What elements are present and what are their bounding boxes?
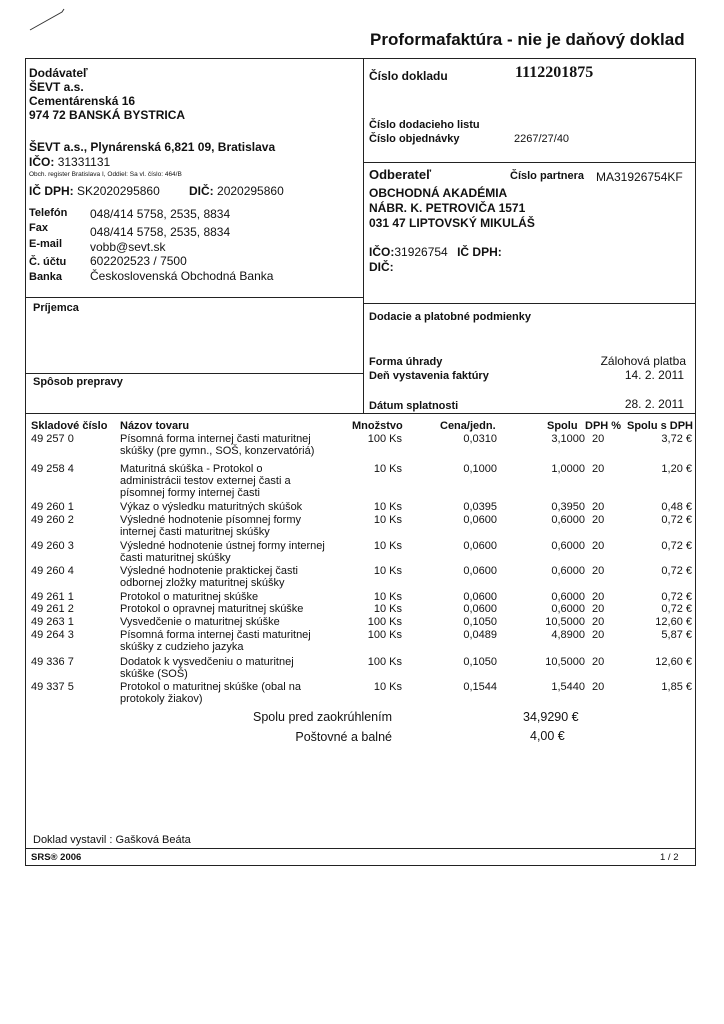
cell-unit: 0,1050 — [463, 656, 497, 668]
cell-gross: 3,72 € — [661, 433, 692, 445]
cell-gross: 1,85 € — [661, 681, 692, 693]
supplier-street: Cementárenská 16 — [29, 94, 136, 108]
cell-name: Písomná forma internej časti maturitnej skúšky z cudzieho jazyka — [120, 629, 311, 653]
supplier-fax: 048/414 5758, 2535, 8834 — [90, 225, 231, 239]
order-number: 2267/27/40 — [514, 133, 570, 145]
document-number: 1112201875 — [515, 64, 594, 81]
cell-name: Protokol o maturitnej skúške — [120, 591, 259, 603]
supplier-phone-label: Telefón — [29, 207, 68, 219]
cell-code: 49 260 3 — [31, 540, 74, 552]
cell-code: 49 261 1 — [31, 591, 74, 603]
customer-dic-label: DIČ: — [369, 260, 394, 274]
cell-total: 3,1000 — [551, 433, 585, 445]
payment-label: Forma úhrady — [369, 356, 443, 368]
cell-gross: 5,87 € — [661, 629, 692, 641]
cell-qty: 100 Ks — [367, 656, 402, 668]
rule-customer — [363, 162, 695, 163]
cell-unit: 0,0600 — [463, 514, 497, 526]
cell-name: Výsledné hodnotenie ústnej formy internej časti maturitnej skúšky — [120, 540, 325, 564]
cell-unit: 0,1544 — [463, 681, 497, 693]
cell-gross: 0,72 € — [661, 565, 692, 577]
supplier-branch: ŠEVT a.s., Plynárenská 6,821 09, Bratislava — [29, 140, 276, 154]
header-name: Názov tovaru — [120, 420, 190, 432]
cell-qty: 10 Ks — [373, 603, 402, 615]
cell-total: 0,6000 — [551, 565, 585, 577]
cell-name: Dodatok k vysvedčeniu o maturitnej skúške (SOŠ) — [120, 656, 294, 680]
due-date: 28. 2. 2011 — [624, 397, 684, 411]
customer-icdph-label: IČ DPH: — [457, 245, 502, 259]
cell-qty: 10 Ks — [373, 463, 402, 475]
cell-gross: 0,72 € — [661, 603, 692, 615]
cell-total: 0,3950 — [551, 501, 585, 513]
cell-total: 0,6000 — [551, 591, 585, 603]
cell-code: 49 264 3 — [31, 629, 74, 641]
postage-label: Poštovné a balné — [295, 730, 392, 744]
supplier-dic-row — [189, 184, 284, 198]
cell-gross: 12,60 € — [655, 616, 692, 628]
partner-number: MA31926754KF — [596, 170, 683, 184]
cell-vat: 20 — [592, 681, 605, 693]
cell-total: 1,0000 — [551, 463, 585, 475]
supplier-email-label: E-mail — [29, 238, 63, 250]
partner-label: Číslo partnera — [510, 170, 584, 182]
customer-label: Odberateľ — [369, 167, 432, 182]
cell-code: 49 258 4 — [31, 463, 74, 475]
subtotal-label: Spolu pred zaokrúhlením — [253, 710, 392, 724]
supplier-ico-row — [29, 155, 110, 169]
cell-vat: 20 — [592, 433, 605, 445]
cell-qty: 10 Ks — [373, 501, 402, 513]
header-gross: Spolu s DPH — [627, 420, 694, 432]
cell-total: 4,8900 — [551, 629, 585, 641]
cell-unit: 0,0600 — [463, 565, 497, 577]
customer-city: 031 47 LIPTOVSKÝ MIKULÁŠ — [369, 216, 535, 230]
supplier-phone: 048/414 5758, 2535, 8834 — [90, 207, 231, 221]
rule-terms — [363, 303, 695, 304]
cell-name: Maturitná skúška - Protokol o administrácii testov externej časti a písomnej formy internej časti — [120, 463, 291, 499]
cell-name: Vysvedčenie o maturitnej skúške — [120, 616, 280, 628]
header-vat: DPH % — [585, 420, 622, 432]
cell-unit: 0,0600 — [463, 591, 497, 603]
cell-vat: 20 — [592, 501, 605, 513]
column-divider — [363, 58, 364, 413]
document-title: Proformafaktúra - nie je daňový doklad — [370, 30, 685, 49]
cell-name: Výsledné hodnotenie písomnej formy internej časti maturitnej skúšky — [120, 514, 301, 538]
header-code: Skladové číslo — [31, 420, 108, 432]
header-unit: Cena/jedn. — [440, 420, 496, 432]
cell-vat: 20 — [592, 616, 605, 628]
customer-ico-row — [369, 245, 502, 259]
cell-vat: 20 — [592, 565, 605, 577]
postage-value: 4,00 € — [530, 729, 565, 743]
cell-vat: 20 — [592, 591, 605, 603]
rule-table-top — [25, 413, 695, 414]
rule-shipping — [25, 373, 364, 374]
cell-unit: 0,1000 — [463, 463, 497, 475]
cell-total: 0,6000 — [551, 514, 585, 526]
cell-unit: 0,0600 — [463, 603, 497, 615]
cell-qty: 10 Ks — [373, 514, 402, 526]
cell-total: 1,5440 — [551, 681, 585, 693]
supplier-city: 974 72 BANSKÁ BYSTRICA — [29, 108, 186, 122]
header-qty: Množstvo — [352, 420, 403, 432]
cell-name: Protokol o opravnej maturitnej skúške — [120, 603, 304, 615]
supplier-email: vobb@sevt.sk — [90, 240, 166, 254]
cell-code: 49 263 1 — [31, 616, 74, 628]
cell-gross: 12,60 € — [655, 656, 692, 668]
cell-gross: 1,20 € — [661, 463, 692, 475]
cell-vat: 20 — [592, 540, 605, 552]
rule-footer — [25, 848, 695, 849]
subtotal-value: 34,9290 € — [523, 710, 579, 724]
cell-name: Protokol o maturitnej skúške (obal na protokoly žiakov) — [120, 681, 301, 705]
page-number: 1 / 2 — [660, 852, 679, 863]
cell-code: 49 260 2 — [31, 514, 74, 526]
issued-by: Doklad vystavil : Gašková Beáta — [33, 834, 191, 846]
software-credit: SRS® 2006 — [31, 852, 82, 863]
cell-qty: 10 Ks — [373, 565, 402, 577]
cell-qty: 100 Ks — [367, 629, 402, 641]
customer-street: NÁBR. K. PETROVIČA 1571 — [369, 201, 526, 215]
cell-vat: 20 — [592, 514, 605, 526]
cell-code: 49 260 4 — [31, 565, 74, 577]
delivery-note-label: Číslo dodacieho listu — [369, 119, 480, 131]
cell-gross: 0,72 € — [661, 514, 692, 526]
cell-code: 49 261 2 — [31, 603, 74, 615]
shipping-label: Spôsob prepravy — [33, 376, 123, 388]
cell-qty: 10 Ks — [373, 540, 402, 552]
customer-name: OBCHODNÁ AKADÉMIA — [369, 186, 508, 200]
supplier-icdph: SK2020295860 — [77, 184, 160, 198]
cell-qty: 100 Ks — [367, 433, 402, 445]
cell-qty: 100 Ks — [367, 616, 402, 628]
supplier-ico: 31331131 — [57, 155, 111, 169]
cell-name: Výsledné hodnotenie praktickej časti odbornej zložky maturitnej skúšky — [120, 565, 298, 589]
cell-gross: 0,48 € — [661, 501, 692, 513]
supplier-icdph-label: IČ DPH: — [29, 184, 74, 198]
cell-vat: 20 — [592, 656, 605, 668]
cell-vat: 20 — [592, 463, 605, 475]
cell-code: 49 336 7 — [31, 656, 74, 668]
cell-vat: 20 — [592, 629, 605, 641]
rule-recipient — [25, 297, 364, 298]
cell-name: Výkaz o výsledku maturitných skúšok — [120, 501, 303, 513]
cell-qty: 10 Ks — [373, 681, 402, 693]
supplier-name: ŠEVT a.s. — [29, 80, 84, 94]
supplier-dic-label: DIČ: — [189, 184, 214, 198]
cell-total: 0,6000 — [551, 540, 585, 552]
supplier-label: Dodávateľ — [29, 66, 88, 80]
cell-code: 49 257 0 — [31, 433, 74, 445]
order-number-label: Číslo objednávky — [369, 133, 460, 145]
customer-ico: 31926754 — [394, 245, 448, 259]
issue-date-label: Deň vystavenia faktúry — [369, 370, 489, 382]
cell-unit: 0,0395 — [463, 501, 497, 513]
cell-name: Písomná forma internej časti maturitnej skúšky (pre gymn., SOŠ, konzervatóriá) — [120, 433, 315, 457]
supplier-icdph-row — [29, 184, 160, 198]
terms-label: Dodacie a platobné podmienky — [369, 311, 531, 323]
cell-total: 0,6000 — [551, 603, 585, 615]
cell-unit: 0,0600 — [463, 540, 497, 552]
supplier-dic: 2020295860 — [217, 184, 284, 198]
cell-unit: 0,1050 — [463, 616, 497, 628]
cell-unit: 0,0310 — [463, 433, 497, 445]
cell-vat: 20 — [592, 603, 605, 615]
header-total: Spolu — [547, 420, 578, 432]
cell-total: 10,5000 — [545, 656, 585, 668]
supplier-bank-label: Banka — [29, 271, 63, 283]
cell-gross: 0,72 € — [661, 591, 692, 603]
supplier-register: Obch. register Bratislava I, Oddiel: Sa vl. číslo: 464/B — [29, 171, 182, 178]
customer-ico-label: IČO: — [369, 245, 395, 259]
document-number-label: Číslo dokladu — [369, 69, 448, 83]
cell-code: 49 260 1 — [31, 501, 74, 513]
issue-date: 14. 2. 2011 — [624, 368, 684, 382]
recipient-label: Príjemca — [33, 302, 79, 314]
due-date-label: Dátum splatnosti — [369, 400, 459, 412]
pen-mark — [28, 6, 68, 32]
cell-code: 49 337 5 — [31, 681, 74, 693]
cell-unit: 0,0489 — [463, 629, 497, 641]
supplier-ico-label: IČO: — [29, 155, 55, 169]
supplier-bank: Československá Obchodná Banka — [90, 269, 274, 283]
cell-gross: 0,72 € — [661, 540, 692, 552]
cell-total: 10,5000 — [545, 616, 585, 628]
supplier-account-label: Č. účtu — [29, 256, 67, 268]
supplier-fax-label: Fax — [29, 222, 48, 234]
cell-qty: 10 Ks — [373, 591, 402, 603]
supplier-account: 602202523 / 7500 — [90, 254, 187, 268]
payment-method: Zálohová platba — [600, 354, 686, 368]
